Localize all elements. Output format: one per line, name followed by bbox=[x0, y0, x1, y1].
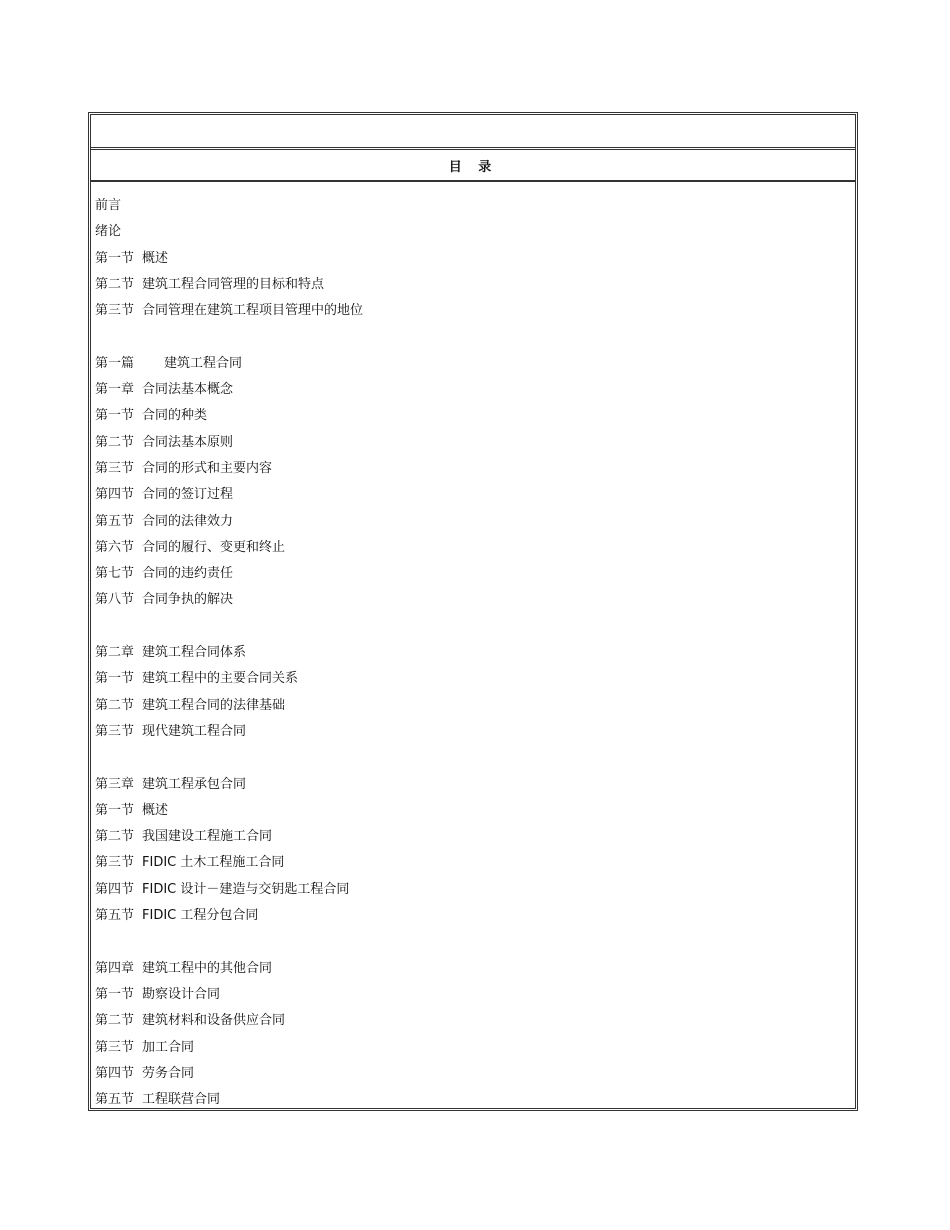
toc-entry-number: 第四节 bbox=[95, 1065, 135, 1081]
toc-entry-title: 合同法基本概念 bbox=[142, 382, 234, 398]
toc-entry-number: 第六节 bbox=[95, 539, 135, 555]
toc-entry bbox=[95, 219, 851, 245]
toc-entry bbox=[95, 430, 851, 456]
toc-entry-number: 第三节 bbox=[95, 855, 135, 871]
toc-entry-number: 第三节 bbox=[95, 723, 135, 739]
toc-entry-title: 绪论 bbox=[95, 224, 122, 240]
toc-entry bbox=[95, 456, 851, 482]
toc-entry-number: 第二节 bbox=[95, 1013, 135, 1029]
toc-spacer bbox=[95, 614, 851, 640]
toc-entry-title: 建筑工程承包合同 bbox=[142, 776, 247, 792]
toc-entry-title: 加工合同 bbox=[142, 1039, 195, 1055]
toc-entry-title: 合同的种类 bbox=[142, 408, 208, 424]
toc-entry bbox=[95, 666, 851, 692]
toc-entry-number: 第一节 bbox=[95, 408, 135, 424]
toc-entry-title: 合同法基本原则 bbox=[142, 434, 234, 450]
toc-entry bbox=[95, 1035, 851, 1061]
toc-entry-title: 合同的形式和主要内容 bbox=[142, 460, 273, 476]
toc-entry-title: 合同的违约责任 bbox=[142, 566, 234, 582]
toc-entry-title: 合同的法律效力 bbox=[142, 513, 234, 529]
toc-entry bbox=[95, 640, 851, 666]
toc-entry-title: FIDIC 工程分包合同 bbox=[142, 908, 259, 924]
toc-entry-number: 第二章 bbox=[95, 645, 135, 661]
toc-entry-number: 第三节 bbox=[95, 303, 135, 319]
toc-entry-number: 第五节 bbox=[95, 908, 135, 924]
toc-entry bbox=[95, 1008, 851, 1034]
toc-entry-title: 我国建设工程施工合同 bbox=[142, 829, 273, 845]
toc-title-row bbox=[91, 150, 855, 182]
toc-entry-title: 合同管理在建筑工程项目管理中的地位 bbox=[142, 303, 364, 319]
toc-spacer bbox=[95, 929, 851, 955]
toc-spacer bbox=[95, 745, 851, 771]
toc-entry-number: 第三节 bbox=[95, 1039, 135, 1055]
toc-entry bbox=[95, 798, 851, 824]
toc-entry-number: 第三章 bbox=[95, 776, 135, 792]
toc-entry bbox=[95, 824, 851, 850]
toc-entry-title: 合同的履行、变更和终止 bbox=[142, 539, 286, 555]
toc-entry bbox=[95, 903, 851, 929]
toc-entry bbox=[95, 377, 851, 403]
toc-entry-number: 第二节 bbox=[95, 697, 135, 713]
toc-entry-title: 建筑工程合同的法律基础 bbox=[142, 697, 286, 713]
toc-entry bbox=[95, 1061, 851, 1087]
toc-entry-title: 建筑工程合同 bbox=[164, 355, 243, 371]
toc-entry bbox=[95, 693, 851, 719]
toc-entry bbox=[95, 351, 851, 377]
toc-entry bbox=[95, 535, 851, 561]
toc-entry-number: 第四节 bbox=[95, 487, 135, 503]
toc-entry-number: 第八节 bbox=[95, 592, 135, 608]
toc-entry-title: 合同的签订过程 bbox=[142, 487, 234, 503]
toc-entry-number: 第一章 bbox=[95, 382, 135, 398]
toc-entry bbox=[95, 850, 851, 876]
toc-entry-number: 第二节 bbox=[95, 434, 135, 450]
toc-entry-number: 第一节 bbox=[95, 802, 135, 818]
toc-entry bbox=[95, 193, 851, 219]
toc-entry bbox=[95, 246, 851, 272]
toc-list bbox=[95, 193, 851, 1113]
toc-entry bbox=[95, 561, 851, 587]
toc-entry bbox=[95, 272, 851, 298]
toc-entry-title: 建筑工程中的主要合同关系 bbox=[142, 671, 299, 687]
toc-entry bbox=[95, 719, 851, 745]
toc-entry bbox=[95, 403, 851, 429]
toc-entry-number: 第一节 bbox=[95, 250, 135, 266]
toc-entry bbox=[95, 482, 851, 508]
toc-entry-title: 建筑工程合同管理的目标和特点 bbox=[142, 276, 325, 292]
toc-entry-title: 工程联营合同 bbox=[142, 1092, 221, 1108]
toc-entry-number: 第二节 bbox=[95, 829, 135, 845]
toc-entry-title: 建筑材料和设备供应合同 bbox=[142, 1013, 286, 1029]
toc-frame bbox=[88, 112, 858, 1111]
toc-title: 目 录 bbox=[448, 159, 498, 175]
toc-entry-title: 现代建筑工程合同 bbox=[142, 723, 247, 739]
header-blank-row bbox=[91, 115, 855, 150]
toc-entry bbox=[95, 587, 851, 613]
toc-entry-title: 概述 bbox=[142, 250, 169, 266]
toc-entry bbox=[95, 956, 851, 982]
toc-entry-title: FIDIC 设计－建造与交钥匙工程合同 bbox=[142, 881, 350, 897]
toc-entry-title: 概述 bbox=[142, 802, 169, 818]
toc-entry-number: 第七节 bbox=[95, 566, 135, 582]
toc-entry-number: 第一节 bbox=[95, 986, 135, 1002]
toc-entry-title: 勘察设计合同 bbox=[142, 986, 221, 1002]
toc-spacer bbox=[95, 324, 851, 350]
toc-entry-number: 第四节 bbox=[95, 881, 135, 897]
toc-entry-number: 第五节 bbox=[95, 513, 135, 529]
toc-entry-number: 第五节 bbox=[95, 1092, 135, 1108]
toc-entry bbox=[95, 509, 851, 535]
toc-entry-number: 第一篇 bbox=[95, 355, 135, 371]
toc-entry bbox=[95, 1087, 851, 1113]
toc-entry-title: 建筑工程中的其他合同 bbox=[142, 960, 273, 976]
toc-entry bbox=[95, 982, 851, 1008]
toc-entry-title: 劳务合同 bbox=[142, 1065, 195, 1081]
toc-entry-title: 建筑工程合同体系 bbox=[142, 645, 247, 661]
toc-entry bbox=[95, 772, 851, 798]
toc-entry-title: FIDIC 土木工程施工合同 bbox=[142, 855, 285, 871]
toc-entry-number: 第三节 bbox=[95, 460, 135, 476]
toc-entry-number: 第一节 bbox=[95, 671, 135, 687]
toc-entry bbox=[95, 298, 851, 324]
toc-entry-title: 合同争执的解决 bbox=[142, 592, 234, 608]
toc-entry bbox=[95, 877, 851, 903]
toc-entry-number: 第二节 bbox=[95, 276, 135, 292]
toc-entry-title: 前言 bbox=[95, 198, 122, 213]
toc-entry-number: 第四章 bbox=[95, 960, 135, 976]
